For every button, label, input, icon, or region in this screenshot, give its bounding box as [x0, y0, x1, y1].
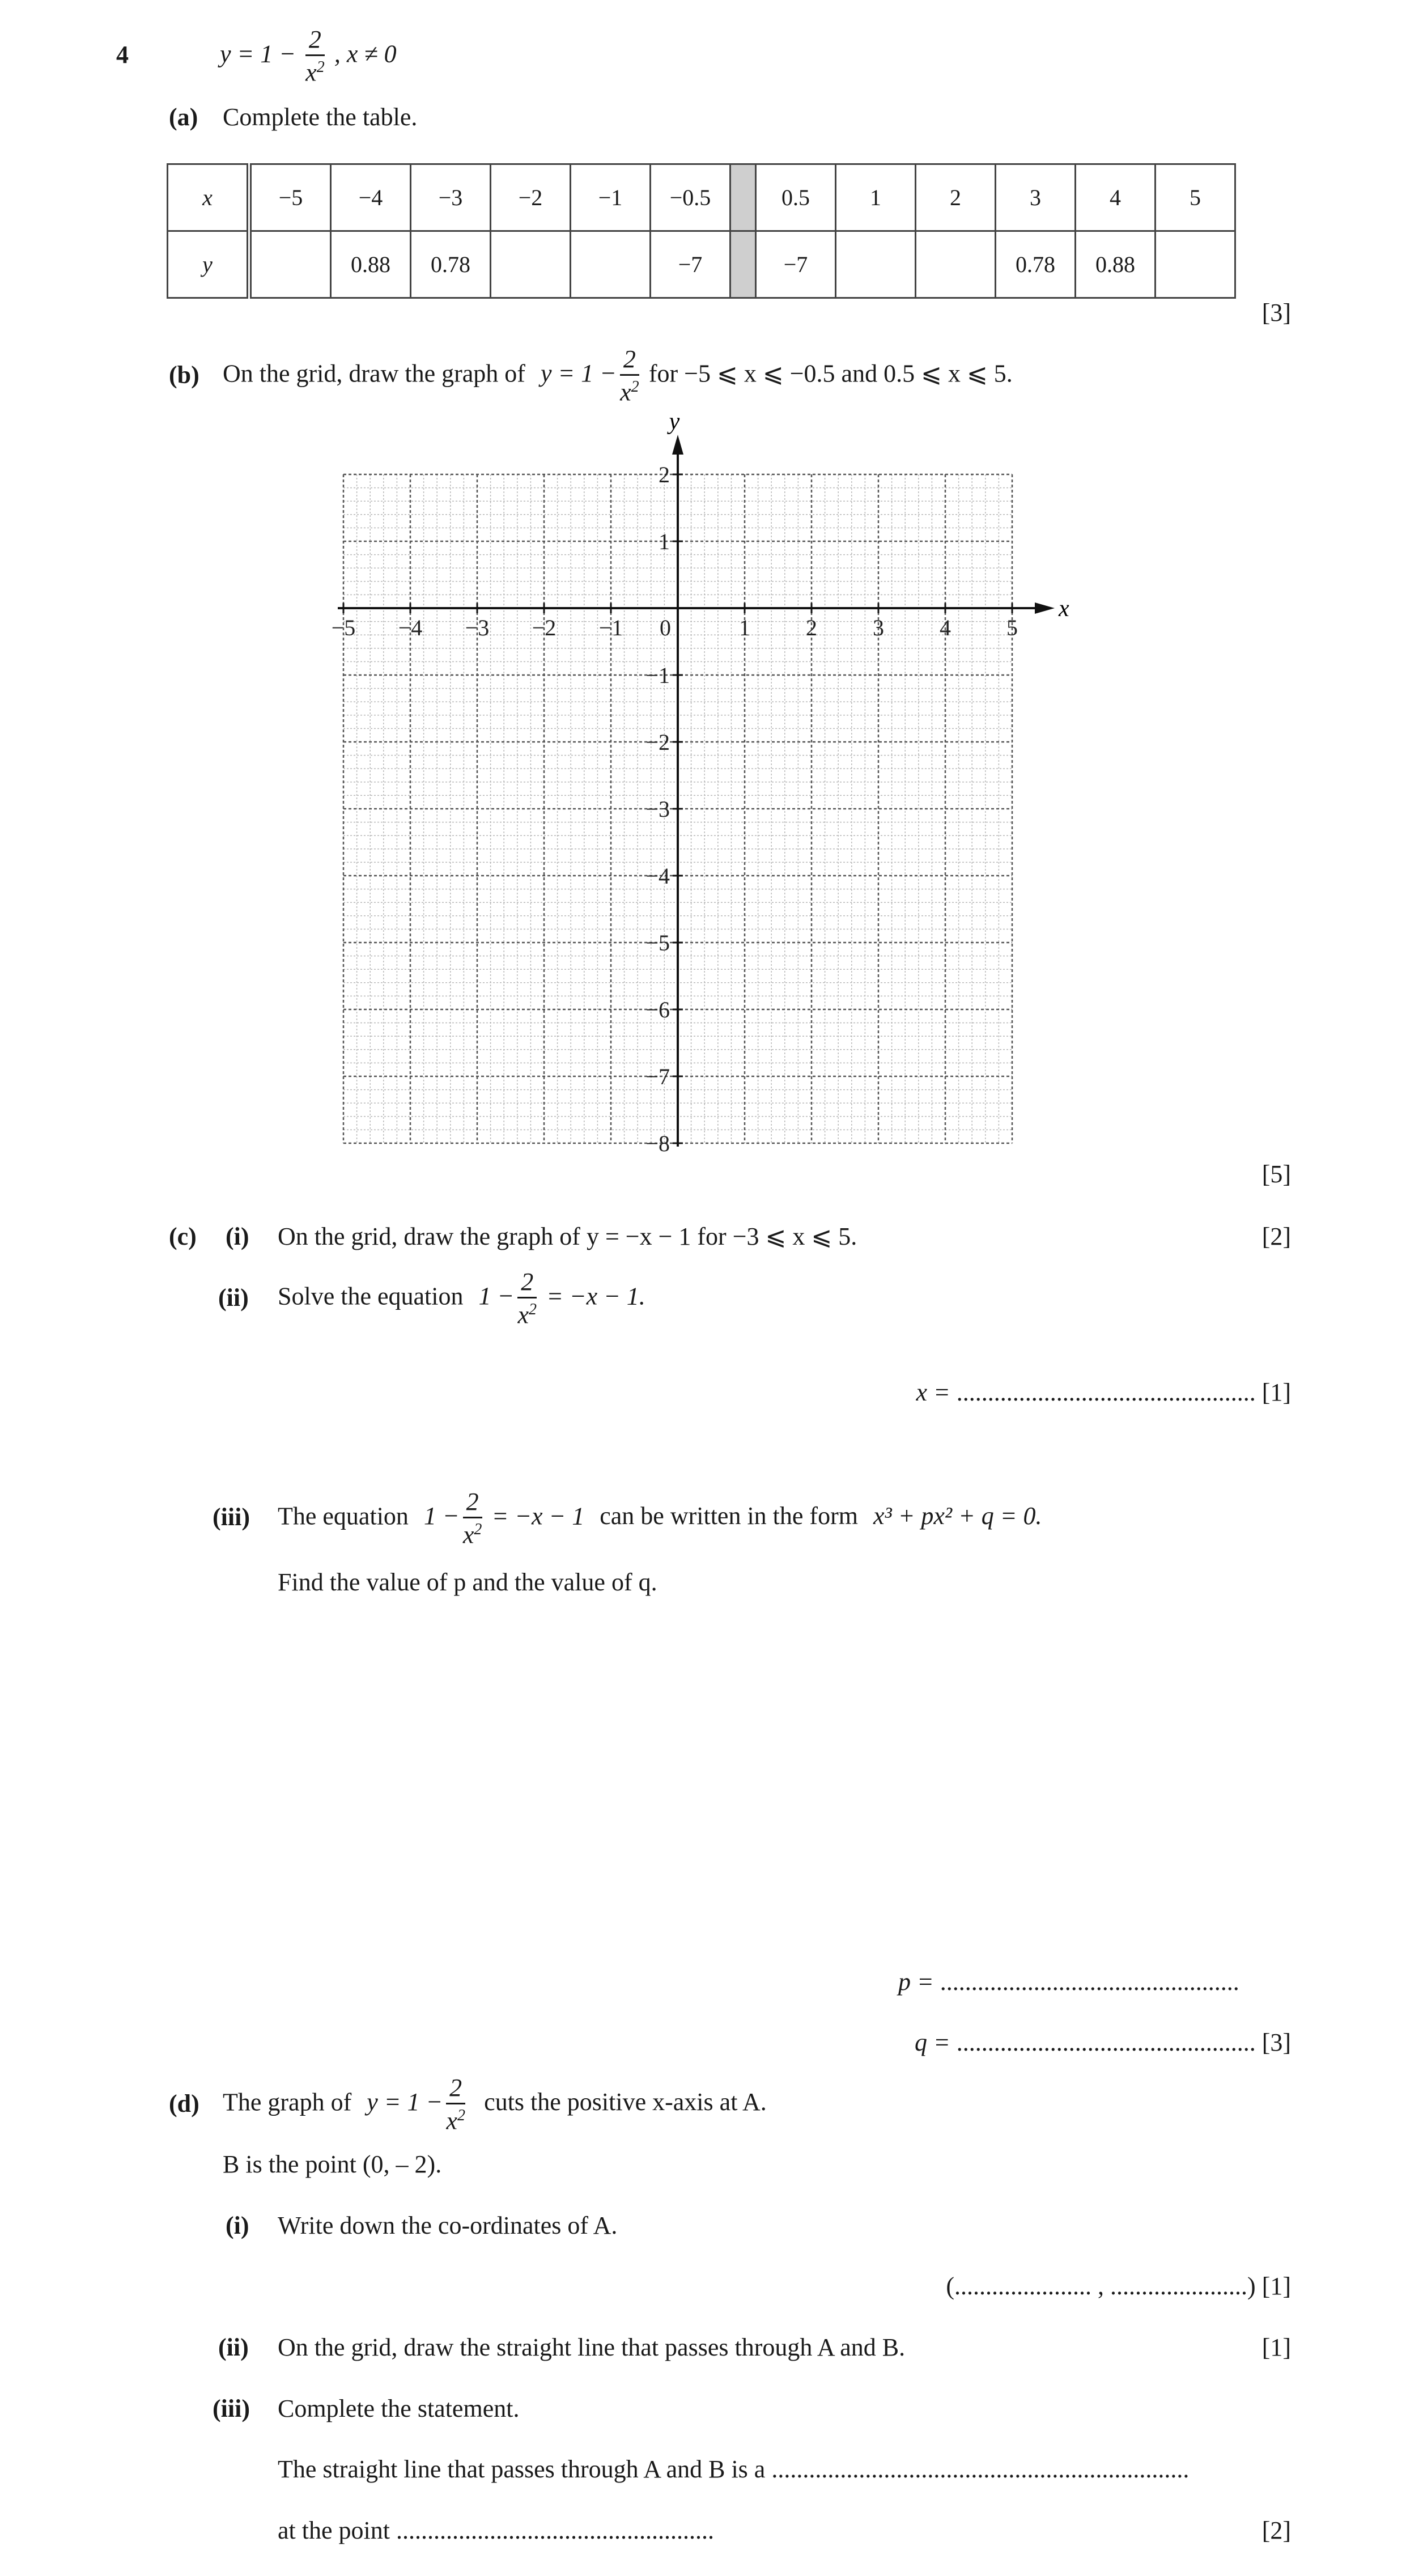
part-d-text	[223, 2076, 767, 2134]
part-c-iii-eq-prefix: 1 −	[423, 1502, 460, 1530]
p-answer-line[interactable]	[898, 1970, 1239, 1994]
table-cell: −3	[411, 164, 491, 231]
part-d-i-label: (i)	[226, 2212, 249, 2239]
table-cell: 3	[996, 164, 1076, 231]
fraction-numerator: 2	[620, 347, 639, 376]
fraction-numerator: 2	[517, 1270, 537, 1298]
fraction-numerator: 2	[305, 27, 325, 56]
question-number: 4	[116, 41, 129, 69]
table-answer-cell[interactable]	[1156, 231, 1235, 298]
table-answer-cell[interactable]	[836, 231, 916, 298]
y-tick-label: −7	[645, 1064, 670, 1089]
answer-dots[interactable]: ................................................	[956, 2028, 1256, 2056]
part-c-i-marks: [2]	[1261, 1223, 1291, 1250]
part-b-text-after: for −5 ⩽ x ⩽ −0.5 and 0.5 ⩽ x ⩽ 5.	[648, 359, 1013, 388]
part-b-eq-prefix: y = 1 −	[540, 359, 617, 388]
equation-fraction	[305, 27, 325, 86]
equation-suffix: , x ≠ 0	[334, 40, 397, 68]
fraction-denominator: $x^2$	[620, 378, 639, 406]
y-tick-label: −1	[645, 663, 670, 688]
answer-label: q =	[914, 2028, 957, 2056]
table-cell: 0.88	[1076, 231, 1156, 298]
y-tick-label: 2	[659, 462, 670, 487]
x-tick-label: 5	[1006, 615, 1018, 640]
answer-dots[interactable]: ................................................	[956, 1378, 1256, 1406]
table-cell: −1	[571, 164, 651, 231]
part-c-iii-text-after: can be written in the form	[600, 1502, 858, 1530]
question-equation	[220, 27, 397, 86]
table-cell: 2	[916, 164, 996, 231]
fraction-denominator: $x^2$	[446, 2107, 465, 2135]
table-cell: 1	[836, 164, 916, 231]
graph-grid[interactable]	[306, 408, 1111, 1162]
part-c-iii-eq-suffix: = −x − 1	[491, 1502, 585, 1530]
y-tick-label: 1	[659, 529, 670, 554]
table-cell: −4	[331, 164, 411, 231]
x-tick-label: 1	[739, 615, 750, 640]
part-d-label: (d)	[169, 2090, 199, 2117]
part-c-ii-answer-line[interactable]	[916, 1380, 1291, 1405]
answer-dots[interactable]: ................................................	[940, 1968, 1239, 1996]
part-b-label: (b)	[169, 361, 199, 389]
table-cell: −7	[756, 231, 836, 298]
y-tick-label: −3	[645, 796, 670, 822]
x-tick-label: −4	[398, 615, 423, 640]
part-d-iii-line2[interactable]: at the point ...................................................	[278, 2516, 714, 2544]
x-axis-label: x	[1059, 596, 1069, 622]
table-cell: 0.5	[756, 164, 836, 231]
x-tick-label: −1	[598, 615, 623, 640]
coordinate-answer[interactable]: (...................... , ......................)	[946, 2272, 1256, 2300]
part-d-ii-marks: [1]	[1261, 2333, 1291, 2361]
part-d-fraction	[446, 2076, 465, 2134]
table-answer-cell[interactable]	[249, 231, 331, 298]
part-c-iii-label: (iii)	[213, 1503, 250, 1531]
table-cell: 0.78	[411, 231, 491, 298]
part-c-ii-text	[278, 1270, 645, 1328]
part-d-text-before: The graph of	[223, 2088, 352, 2116]
part-c-iii-text-before: The equation	[278, 1502, 409, 1530]
part-c-label: (c)	[169, 1223, 197, 1250]
part-d-i-marks: [1]	[1261, 2272, 1291, 2300]
part-c-ii-eq-prefix: 1 −	[478, 1282, 515, 1310]
y-axis-arrow	[672, 435, 683, 455]
part-d-i-text: Write down the co-ordinates of A.	[278, 2212, 618, 2239]
part-d-iii-text: Complete the statement.	[278, 2395, 520, 2422]
x-tick-label: 2	[806, 615, 817, 640]
part-c-ii-marks: [1]	[1261, 1378, 1291, 1406]
part-b-text-before: On the grid, draw the graph of	[223, 359, 525, 388]
part-c-iii-text2: Find the value of p and the value of q.	[278, 1568, 657, 1596]
x-tick-label: 3	[873, 615, 884, 640]
answer-label: x =	[916, 1378, 957, 1406]
q-answer-line[interactable]	[915, 2030, 1291, 2055]
part-c-ii-eq-suffix: = −x − 1.	[546, 1282, 645, 1310]
x-axis-arrow	[1035, 602, 1055, 614]
table-cell: 4	[1076, 164, 1156, 231]
y-axis-label: y	[669, 409, 680, 435]
values-table	[167, 163, 1236, 299]
part-c-ii-text-main: Solve the equation	[278, 1282, 464, 1310]
part-c-iii-marks: [3]	[1261, 2028, 1291, 2056]
x-tick-label: 0	[660, 615, 671, 640]
fraction-denominator: $x^2$	[305, 58, 325, 87]
table-answer-cell[interactable]	[571, 231, 651, 298]
table-row-y	[168, 231, 1235, 298]
part-d-iii-label: (iii)	[213, 2395, 250, 2422]
fraction-numerator: 2	[463, 1489, 482, 1518]
part-d-text-after: cuts the positive x-axis at A.	[484, 2088, 767, 2116]
table-row-x	[168, 164, 1235, 231]
table-header-y: y	[168, 231, 249, 298]
table-answer-cell[interactable]	[916, 231, 996, 298]
part-d-iii-line1[interactable]: The straight line that passes through A and B is a ...................................................................	[278, 2455, 1190, 2483]
part-c-iii-text	[278, 1489, 1042, 1548]
table-cell: 0.78	[996, 231, 1076, 298]
part-d-ii-label: (ii)	[218, 2333, 249, 2361]
answer-label: p =	[898, 1968, 940, 1996]
x-tick-label: 4	[940, 615, 951, 640]
fraction-denominator: $x^2$	[462, 1521, 482, 1549]
equation-prefix: y = 1 −	[220, 40, 296, 68]
fraction-denominator: $x^2$	[517, 1301, 537, 1329]
table-header-x: x	[168, 164, 249, 231]
table-gap-cell	[730, 164, 756, 231]
part-d-ii-text: On the grid, draw the straight line that passes through A and B.	[278, 2333, 906, 2361]
y-tick-label: −4	[645, 863, 670, 889]
fraction-numerator: 2	[446, 2076, 465, 2104]
part-b-text	[223, 347, 1013, 405]
part-c-iii-form: x³ + px² + q = 0.	[873, 1502, 1042, 1530]
x-tick-label: −5	[331, 615, 356, 640]
y-tick-label: −8	[645, 1131, 670, 1156]
y-tick-label: −6	[645, 997, 670, 1022]
x-tick-label: −3	[465, 615, 490, 640]
part-b-fraction	[620, 347, 639, 405]
table-cell: 0.88	[331, 231, 411, 298]
part-a-marks: [3]	[1261, 299, 1291, 326]
table-gap-cell	[730, 231, 756, 298]
x-tick-label: −2	[532, 615, 557, 640]
part-c-i-label: (i)	[226, 1223, 249, 1250]
table-cell: −2	[491, 164, 571, 231]
table-cell: −7	[651, 231, 730, 298]
part-c-ii-fraction	[517, 1270, 537, 1328]
part-c-iii-fraction	[463, 1489, 482, 1548]
y-tick-label: −5	[645, 930, 670, 956]
part-a-text: Complete the table.	[223, 103, 418, 131]
part-d-eq-prefix: y = 1 −	[367, 2088, 443, 2116]
part-d-iii-marks: [2]	[1261, 2516, 1291, 2544]
part-c-ii-label: (ii)	[218, 1284, 249, 1312]
table-cell: 5	[1156, 164, 1235, 231]
part-d-text2: B is the point (0, – 2).	[223, 2150, 442, 2178]
y-tick-label: −2	[645, 729, 670, 755]
table-answer-cell[interactable]	[491, 231, 571, 298]
part-a-label: (a)	[169, 103, 198, 131]
part-b-marks: [5]	[1261, 1160, 1291, 1188]
part-d-i-answer-line[interactable]	[946, 2274, 1291, 2299]
table-cell: −5	[249, 164, 331, 231]
part-c-i-text: On the grid, draw the graph of y = −x − 1 for −3 ⩽ x ⩽ 5.	[278, 1223, 857, 1250]
table-cell: −0.5	[651, 164, 730, 231]
